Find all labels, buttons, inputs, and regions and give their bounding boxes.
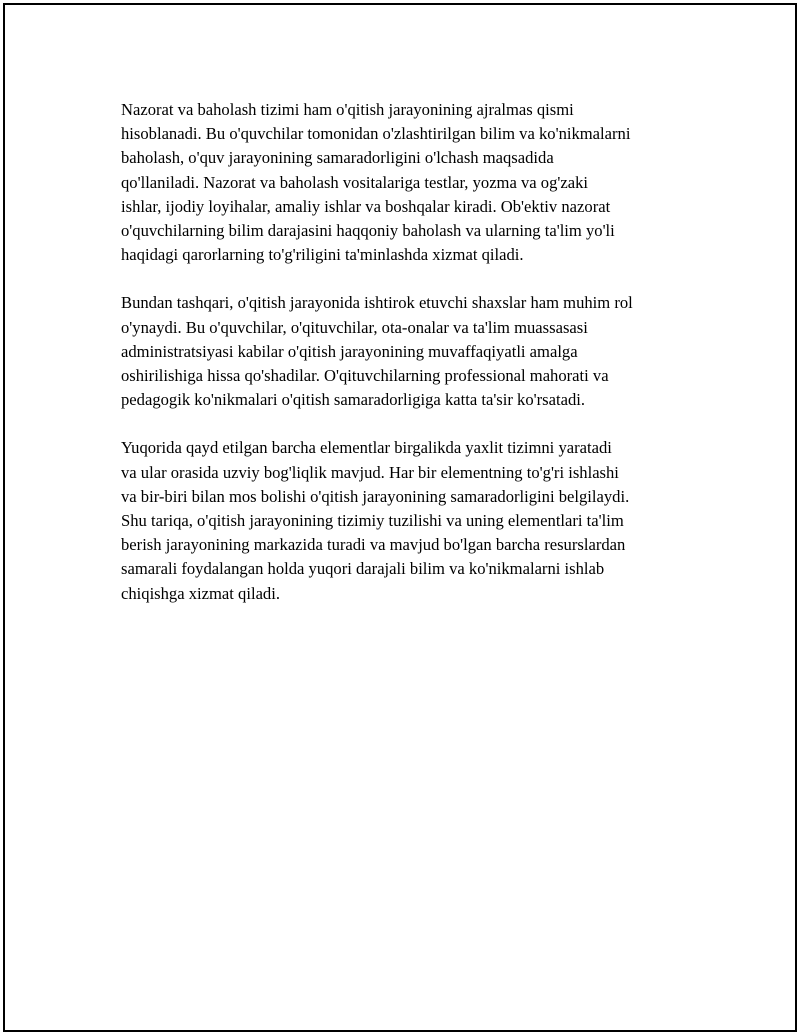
text-line: o'ynaydi. Bu o'quvchilar, o'qituvchilar, ota-onalar va ta'lim muassasasi — [121, 317, 588, 337]
text-line: chiqishga xizmat qiladi. — [121, 583, 280, 603]
text-line: Bundan tashqari, o'qitish jarayonida ishtirok etuvchi shaxslar ham muhim rol — [121, 293, 633, 313]
text-line: samarali foydalangan holda yuqori darajali bilim va ko'nikmalarni ishlab — [121, 559, 605, 579]
text-line: baholash, o'quv jarayonining samaradorligini o'lchash maqsadida — [121, 148, 554, 168]
text-line: va bir-biri bilan mos bolishi o'qitish jarayonining samaradorligini belgilaydi. — [121, 486, 630, 506]
text-line: administratsiyasi kabilar o'qitish jarayonining muvaffaqiyatli amalga — [121, 341, 578, 361]
text-line: qo'llaniladi. Nazorat va baholash vositalariga testlar, yozma va og'zaki — [121, 172, 589, 192]
page-frame — [3, 3, 797, 1032]
paragraph-1 — [121, 98, 696, 267]
text-line: oshirilishiga hissa qo'shadilar. O'qituvchilarning professional mahorati va — [121, 366, 609, 386]
text-line: Shu tariqa, o'qitish jarayonining tizimiy tuzilishi va uning elementlari ta'lim — [121, 511, 624, 531]
text-line: o'quvchilarning bilim darajasini haqqoniy baholash va ularning ta'lim yo'li — [121, 221, 615, 241]
document-body — [121, 98, 696, 630]
text-line: Nazorat va baholash tizimi ham o'qitish jarayonining ajralmas qismi — [121, 100, 574, 119]
text-line: Yuqorida qayd etilgan barcha elementlar birgalikda yaxlit tizimni yaratadi — [121, 438, 612, 458]
paragraph-2 — [121, 291, 696, 412]
paragraph-3 — [121, 436, 696, 605]
text-line: berish jarayonining markazida turadi va mavjud bo'lgan barcha resurslardan — [121, 535, 626, 555]
text-line: ishlar, ijodiy loyihalar, amaliy ishlar va boshqalar kiradi. Ob'ektiv nazorat — [121, 196, 611, 216]
text-line: pedagogik ko'nikmalari o'qitish samaradorligiga katta ta'sir ko'rsatadi. — [121, 390, 586, 410]
text-line: haqidagi qarorlarning to'g'riligini ta'minlashda xizmat qiladi. — [121, 245, 524, 265]
text-line: va ular orasida uzviy bog'liqlik mavjud. Har bir elementning to'g'ri ishlashi — [121, 462, 619, 482]
text-line: hisoblanadi. Bu o'quvchilar tomonidan o'zlashtirilgan bilim va ko'nikmalarni — [121, 124, 631, 144]
